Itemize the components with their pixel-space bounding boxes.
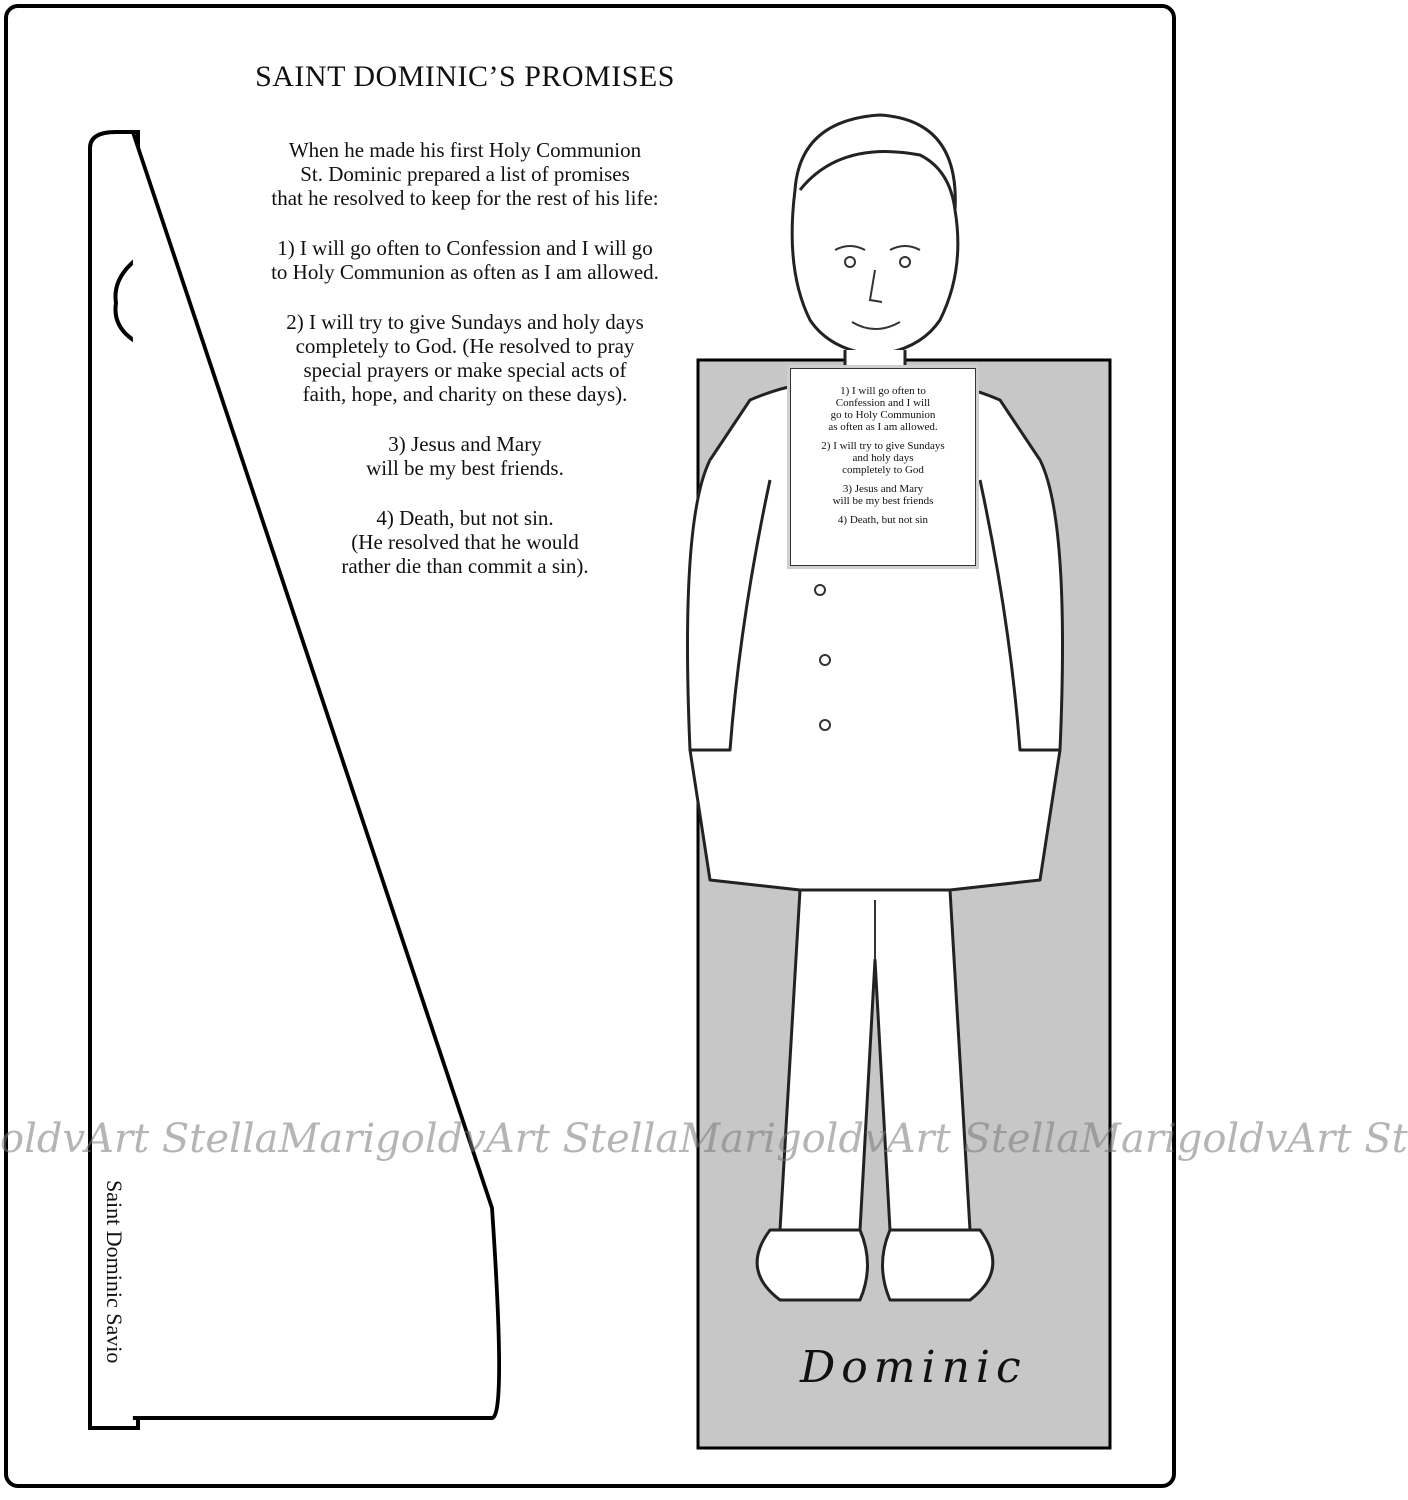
promise-line: completely to God. (He resolved to pray — [295, 334, 635, 358]
sign-line: 3) Jesus and Mary — [842, 483, 924, 495]
promise-line: special prayers or make special acts of — [303, 358, 627, 382]
page-title: SAINT DOMINIC’S PROMISES — [255, 60, 675, 93]
promise-line: 4) Death, but not sin. — [376, 506, 554, 530]
promise-line: 2) I will try to give Sundays and holy days — [286, 310, 644, 334]
sign-line: 4) Death, but not sin — [837, 514, 929, 526]
intro-line: that he resolved to keep for the rest of his life: — [271, 186, 659, 210]
intro-line: St. Dominic prepared a list of promises — [300, 162, 630, 186]
promise-line: faith, hope, and charity on these days). — [302, 382, 628, 406]
promise-line: rather die than commit a sin). — [341, 554, 589, 578]
sign-item-4 — [791, 514, 975, 526]
sign-line: will be my best friends — [832, 495, 934, 507]
stand-cutout — [76, 128, 496, 1428]
sign-line: and holy days — [852, 452, 914, 464]
sign-item-2 — [791, 440, 975, 476]
promise-line: 3) Jesus and Mary — [388, 432, 542, 456]
intro-line: When he made his first Holy Communion — [288, 138, 642, 162]
watermark: oldvArt StellaMarigoldvArt StellaMarigoldvArt StellaMarigoldvArt St — [0, 1116, 1408, 1162]
promise-line: to Holy Communion as often as I am allowed. — [271, 260, 659, 284]
spine-label: Saint Dominic Savio — [102, 1180, 127, 1364]
sign-line: 1) I will go often to — [840, 385, 926, 397]
sign-line: completely to God — [842, 464, 924, 476]
figure-name-label: Dominic — [800, 1342, 1027, 1393]
sign-item-3 — [791, 483, 975, 507]
sign-line: as often as I am allowed. — [828, 421, 938, 433]
sign-line: go to Holy Communion — [830, 409, 936, 421]
sign-line: Confession and I will — [835, 397, 931, 409]
promise-line: will be my best friends. — [366, 456, 564, 480]
sign-item-1 — [791, 385, 975, 433]
promise-line: 1) I will go often to Confession and I will go — [277, 236, 653, 260]
sign-line: 2) I will try to give Sundays — [821, 440, 945, 452]
promises-sign — [790, 368, 976, 566]
promise-line: (He resolved that he would — [351, 530, 579, 554]
